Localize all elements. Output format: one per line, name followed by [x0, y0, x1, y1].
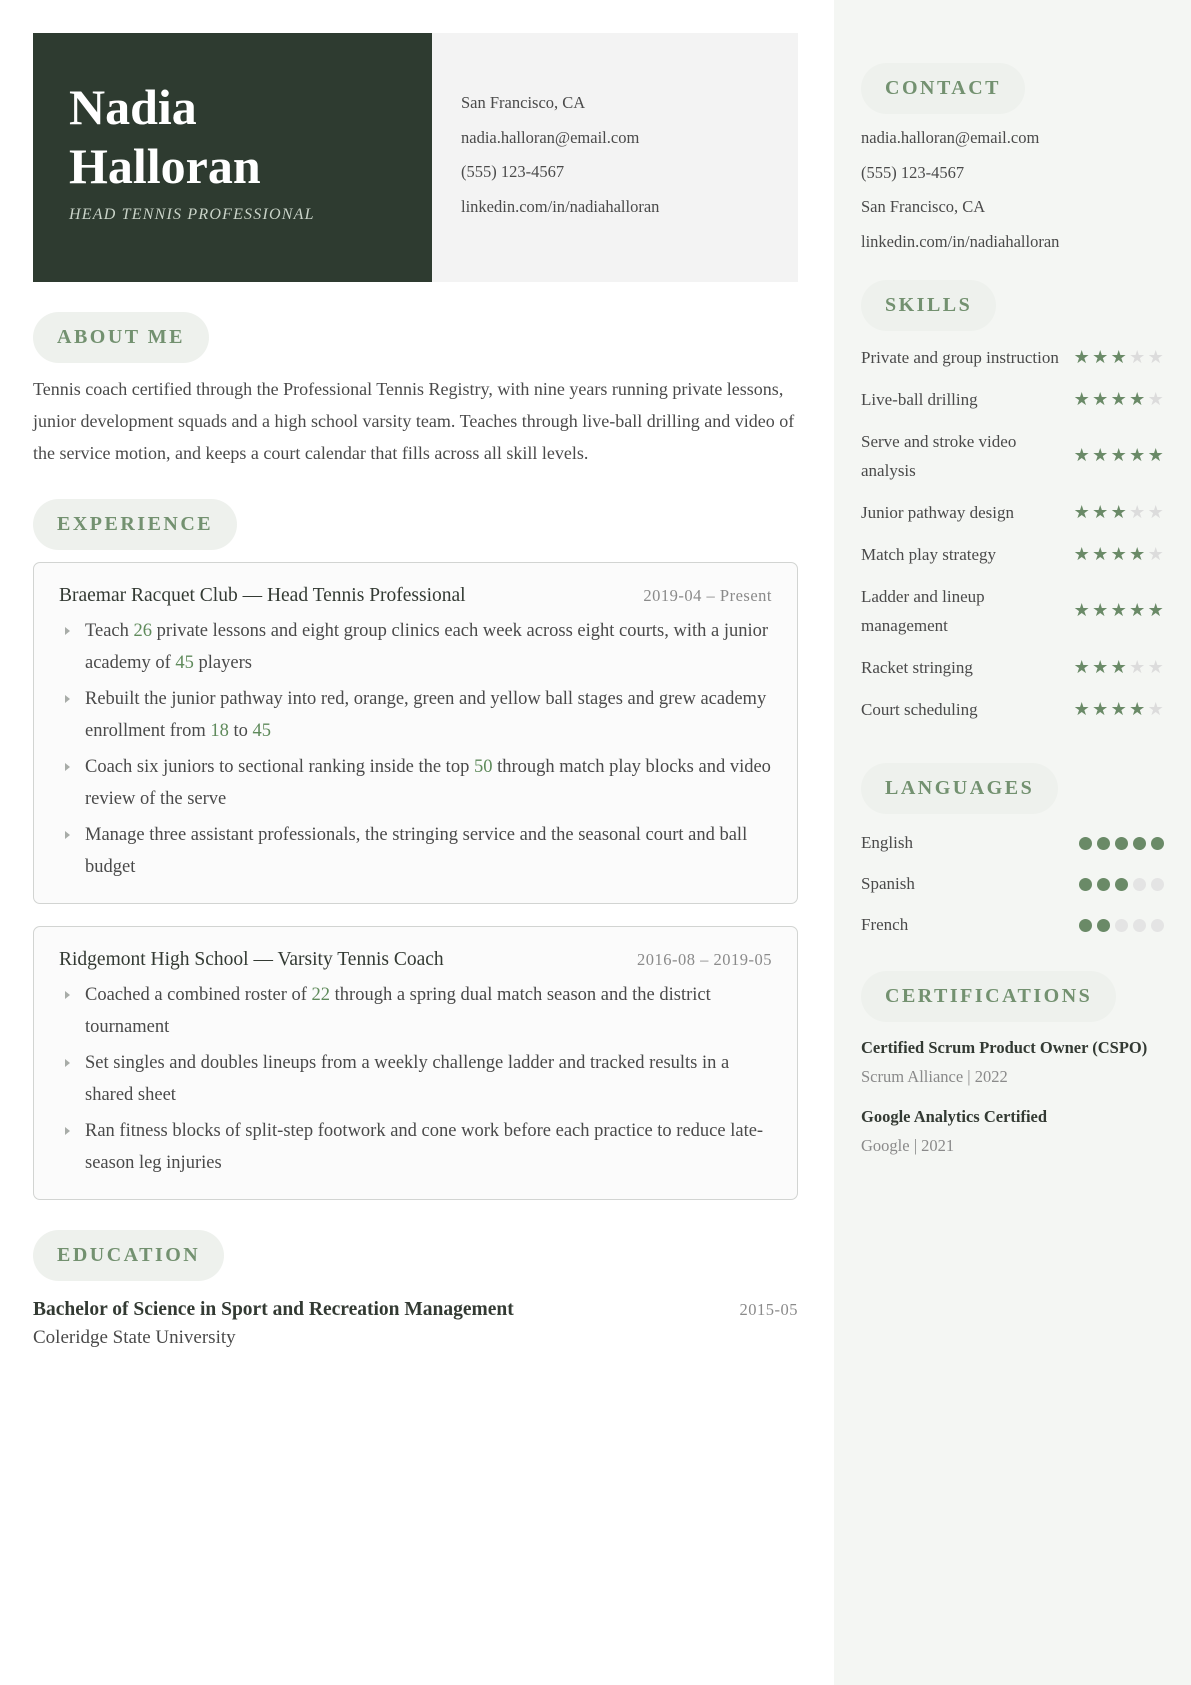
- contact-email[interactable]: nadia.halloran@email.com: [861, 128, 1040, 147]
- languages-list: [861, 828, 1165, 940]
- dot-icon: [1115, 837, 1128, 850]
- skill-name: Junior pathway design: [861, 503, 1014, 522]
- header-linkedin[interactable]: linkedin.com/in/nadiahalloran: [461, 196, 660, 216]
- skill-rating: [1073, 602, 1166, 620]
- about-text: Tennis coach certified through the Professional Tennis Registry, with nine years running private lessons, junior development squads and a high school varsity team. Teaches through live-ball drilling and video of the service motion, and keeps a court calendar that fills across all skill levels.: [33, 379, 795, 463]
- job-bullet: [59, 1047, 772, 1111]
- bullet-text: Coached a combined roster of: [85, 985, 312, 1005]
- certifications-heading: CERTIFICATIONS: [861, 971, 1116, 1022]
- star-icon: ★: [1110, 656, 1127, 678]
- bullet-text: Teach: [85, 621, 134, 641]
- skill-rating: [1073, 501, 1166, 523]
- header-contact: [432, 33, 798, 282]
- job-card: [33, 562, 798, 904]
- skill-row: [861, 385, 1165, 414]
- skill-name: Match play strategy: [861, 545, 997, 564]
- job-bullet: [59, 1115, 772, 1179]
- job-bullet: [59, 683, 772, 747]
- dot-icon: [1151, 878, 1164, 891]
- star-icon: ★: [1147, 346, 1164, 368]
- highlight-number: 45: [252, 721, 271, 741]
- star-icon: ★: [1147, 445, 1164, 466]
- job-title: HEAD TENNIS PROFESSIONAL: [69, 206, 315, 223]
- skill-row: [861, 695, 1165, 724]
- dot-icon: [1097, 837, 1110, 850]
- languages-heading: LANGUAGES: [861, 763, 1058, 814]
- job-bullet: [59, 615, 772, 679]
- skill-name: Ladder and lineup management: [861, 587, 985, 635]
- highlight-number: 22: [311, 985, 331, 1005]
- star-icon: ★: [1073, 388, 1090, 410]
- star-icon: ★: [1073, 346, 1090, 368]
- skill-rating: [1073, 346, 1166, 368]
- job-bullet: [59, 819, 772, 883]
- certification-name: Certified Scrum Product Owner (CSPO): [861, 1038, 1148, 1057]
- sidebar: [834, 0, 1191, 1685]
- skill-name: Serve and stroke video analysis: [861, 432, 1017, 480]
- language-row: [861, 910, 1165, 940]
- star-icon: ★: [1092, 656, 1109, 678]
- star-icon: ★: [1129, 501, 1146, 523]
- skill-rating: [1073, 543, 1166, 565]
- certification-meta: Google | 2021: [861, 1136, 955, 1155]
- job-card: [33, 926, 798, 1200]
- star-icon: ★: [1110, 346, 1127, 368]
- skill-row: [861, 498, 1165, 527]
- language-row: [861, 869, 1165, 899]
- dot-icon: [1097, 878, 1110, 891]
- skill-row: [861, 653, 1165, 682]
- language-name: French: [861, 915, 909, 934]
- degree: Bachelor of Science in Sport and Recreation Management: [33, 1299, 514, 1320]
- job-dates: 2016-08 – 2019-05: [637, 950, 772, 969]
- star-icon: ★: [1129, 600, 1146, 621]
- dot-icon: [1133, 837, 1146, 850]
- certifications-list: [861, 1036, 1165, 1158]
- highlight-number: 45: [175, 653, 194, 673]
- star-icon: ★: [1147, 656, 1164, 678]
- last-name: Halloran: [69, 138, 261, 194]
- star-icon: ★: [1129, 656, 1146, 678]
- star-icon: ★: [1110, 600, 1127, 621]
- contact-phone[interactable]: (555) 123-4567: [861, 162, 965, 182]
- star-icon: ★: [1092, 346, 1109, 368]
- star-icon: ★: [1110, 698, 1127, 720]
- full-name: [69, 78, 398, 196]
- skill-rating: [1073, 388, 1166, 410]
- skill-rating: [1073, 656, 1166, 678]
- name-block: [33, 33, 432, 282]
- dot-icon: [1079, 878, 1092, 891]
- bullet-text: players: [193, 653, 252, 673]
- star-icon: ★: [1073, 656, 1090, 678]
- language-level: [1079, 919, 1165, 932]
- job-bullets: [59, 979, 772, 1179]
- language-name: Spanish: [861, 874, 915, 893]
- language-row: [861, 828, 1165, 858]
- certification-name: Google Analytics Certified: [861, 1107, 1048, 1126]
- star-icon: ★: [1110, 388, 1127, 410]
- skill-row: [861, 427, 1165, 485]
- job-header: [59, 949, 772, 971]
- contact-list: [861, 128, 1165, 252]
- star-icon: ★: [1147, 543, 1164, 565]
- job-header: [59, 585, 772, 607]
- job-bullet: [59, 751, 772, 815]
- bullet-text: to: [228, 721, 253, 741]
- skills-heading: SKILLS: [861, 280, 996, 331]
- skill-name: Live-ball drilling: [861, 390, 978, 409]
- bullet-text: Coach six juniors to sectional ranking inside the top: [85, 757, 474, 777]
- bullet-text: Set singles and doubles lineups from a weekly challenge ladder and tracked results in a shared sheet: [85, 1053, 730, 1105]
- skill-row: [861, 540, 1165, 569]
- contact-location: San Francisco, CA: [861, 197, 986, 216]
- job-bullets: [59, 615, 772, 883]
- language-level: [1079, 878, 1165, 891]
- job-dates: 2019-04 – Present: [643, 586, 772, 605]
- dot-icon: [1151, 919, 1164, 932]
- star-icon: ★: [1110, 445, 1127, 466]
- star-icon: ★: [1073, 445, 1090, 466]
- bullet-text: Ran fitness blocks of split-step footwork and cone work before each practice to reduce late-season leg injuries: [85, 1121, 764, 1173]
- star-icon: ★: [1092, 388, 1109, 410]
- bullet-text: through a spring dual match season and the district tournament: [85, 985, 711, 1037]
- star-icon: ★: [1129, 445, 1146, 466]
- star-icon: ★: [1147, 388, 1164, 410]
- dot-icon: [1115, 919, 1128, 932]
- star-icon: ★: [1073, 600, 1090, 621]
- header-phone[interactable]: (555) 123-4567: [461, 162, 565, 181]
- skills-list: [861, 343, 1165, 724]
- dot-icon: [1133, 919, 1146, 932]
- contact-heading: CONTACT: [861, 63, 1025, 114]
- star-icon: ★: [1129, 346, 1146, 368]
- dot-icon: [1079, 919, 1092, 932]
- education-heading: EDUCATION: [33, 1230, 224, 1281]
- skill-row: [861, 343, 1165, 372]
- job-title: Ridgemont High School — Varsity Tennis Coach: [59, 949, 444, 970]
- language-level: [1079, 837, 1165, 850]
- education-row: [33, 1299, 798, 1321]
- bullet-text: private lessons and eight group clinics each week across eight courts, with a junior academy of: [85, 621, 769, 673]
- language-name: English: [861, 833, 913, 852]
- highlight-number: 50: [473, 757, 493, 777]
- bullet-text: through match play blocks and video review of the serve: [85, 757, 771, 809]
- highlight-number: 26: [133, 621, 153, 641]
- dot-icon: [1133, 878, 1146, 891]
- star-icon: ★: [1147, 600, 1164, 621]
- experience-list: [33, 562, 798, 1200]
- star-icon: ★: [1110, 543, 1127, 565]
- star-icon: ★: [1092, 698, 1109, 720]
- star-icon: ★: [1092, 445, 1109, 466]
- header-location: San Francisco, CA: [461, 93, 586, 112]
- contact-linkedin[interactable]: linkedin.com/in/nadiahalloran: [861, 231, 1060, 251]
- about-heading: ABOUT ME: [33, 312, 209, 363]
- certification-item: [861, 1105, 1165, 1158]
- star-icon: ★: [1129, 543, 1146, 565]
- experience-heading: EXPERIENCE: [33, 499, 237, 550]
- dot-icon: [1151, 837, 1164, 850]
- certification-item: [861, 1036, 1165, 1089]
- skill-rating: [1073, 447, 1166, 465]
- job-title: Braemar Racquet Club — Head Tennis Professional: [59, 585, 466, 606]
- skill-name: Court scheduling: [861, 700, 978, 719]
- star-icon: ★: [1092, 600, 1109, 621]
- star-icon: ★: [1073, 698, 1090, 720]
- education-date: 2015-05: [739, 1300, 798, 1319]
- dot-icon: [1079, 837, 1092, 850]
- dot-icon: [1097, 919, 1110, 932]
- bullet-text: Manage three assistant professionals, the stringing service and the seasonal court and ball budget: [85, 825, 748, 877]
- first-name: Nadia: [69, 79, 197, 135]
- school: Coleridge State University: [33, 1327, 236, 1348]
- highlight-number: 18: [210, 721, 229, 741]
- header-email[interactable]: nadia.halloran@email.com: [461, 127, 640, 147]
- star-icon: ★: [1073, 501, 1090, 523]
- certification-meta: Scrum Alliance | 2022: [861, 1067, 1008, 1086]
- resume-header: [33, 33, 798, 282]
- star-icon: ★: [1129, 388, 1146, 410]
- skill-row: [861, 582, 1165, 640]
- star-icon: ★: [1073, 543, 1090, 565]
- star-icon: ★: [1092, 543, 1109, 565]
- job-bullet: [59, 979, 772, 1043]
- star-icon: ★: [1147, 698, 1164, 720]
- star-icon: ★: [1092, 501, 1109, 523]
- bullet-text: Rebuilt the junior pathway into red, orange, green and yellow ball stages and grew academy enrollment from: [85, 689, 767, 741]
- dot-icon: [1115, 878, 1128, 891]
- main-column: [33, 33, 798, 1349]
- star-icon: ★: [1129, 698, 1146, 720]
- skill-rating: [1073, 698, 1166, 720]
- star-icon: ★: [1110, 501, 1127, 523]
- star-icon: ★: [1147, 501, 1164, 523]
- skill-name: Private and group instruction: [861, 348, 1059, 367]
- skill-name: Racket stringing: [861, 658, 973, 677]
